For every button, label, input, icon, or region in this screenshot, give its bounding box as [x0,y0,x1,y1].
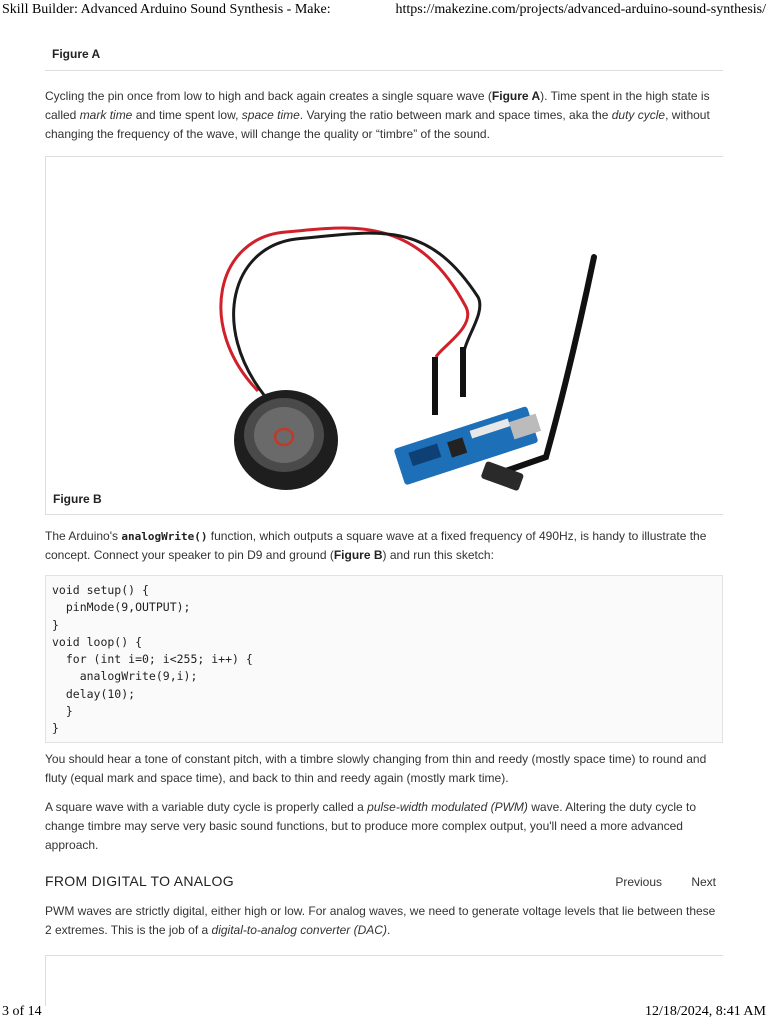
code-block-sketch[interactable] [45,575,723,743]
code-line: } [52,617,59,632]
paragraph-square-wave [45,87,723,144]
figure-b-ref: Figure B [333,548,383,562]
text-run: , without changing the frequency of the wave, will change the quality or “timbre” of the sound. [45,108,710,141]
figure-b-caption: Figure B [53,492,102,506]
paragraph-analogwrite [45,527,723,565]
paragraph-pwm [45,798,723,855]
print-header [0,0,768,20]
code-line: analogWrite(9,i); [52,669,198,684]
print-footer [0,1002,768,1024]
text-run: function, which outputs a square wave at a fixed frequency of 490Hz, is handy to illustrate the concept. Connect your speaker to pin D9 and ground ( [45,529,707,562]
code-line: void setup() { [52,583,149,597]
code-line: delay(10); [52,686,136,701]
inline-code-analogwrite: analogWrite() [121,530,208,543]
term-dac: digital-to-analog converter (DAC) [211,922,387,937]
code-line: for (int i=0; i<255; i++) { [52,652,253,667]
previous-button[interactable]: Previous [615,874,662,889]
paragraph-dac [45,902,723,940]
print-page-url: https://makezine.com/projects/advanced-arduino-sound-synthesis/ [395,2,766,17]
term-space-time: space time [241,108,300,122]
text-run: . [386,922,391,937]
next-figure-placeholder [45,955,723,1006]
text-run: wave. Altering the duty cycle to change timbre may serve very basic sound functions, but to produce more complex output, you'll need a more advanced approach. [45,799,696,852]
text-run: and time spent low, [132,108,242,122]
term-mark-time: mark time [79,108,133,122]
text-run: ) and run this sketch: [382,548,494,562]
figure-a-caption: Figure A [45,38,723,71]
paragraph-tone: You should hear a tone of constant pitch, with a timbre slowly changing from thin and reedy (mostly space time) to round and fluty (equal mark and space time), and back to thin and reedy again (mostly mark time). [45,751,707,785]
code-line: void loop() { [52,634,143,649]
text-run: PWM waves are strictly digital, either high or low. For analog waves, we need to generate voltage levels that lie between these 2 extremes. This is the job of a [45,903,716,937]
code-line: pinMode(9,OUTPUT); [52,600,191,615]
text-run: A square wave with a variable duty cycle is properly called a [45,799,368,814]
code-line: } [52,721,59,736]
text-run: ). Time spent in the high state is called [45,89,710,122]
speaker-arduino-photo [46,157,724,514]
article-content [45,38,723,1006]
figure-b [45,156,723,515]
print-page-title: Skill Builder: Advanced Arduino Sound Synthesis - Make: [2,2,331,17]
text-run: Cycling the pin once from low to high and back again creates a single square wave ( [45,89,492,103]
term-duty-cycle: duty cycle [611,108,666,122]
print-page-number: 3 of 14 [2,1004,42,1019]
section-header [45,873,723,895]
figure-a-ref: Figure A [491,89,541,103]
section-heading: FROM DIGITAL TO ANALOG [45,872,234,889]
code-line: } [52,704,73,719]
text-run: The Arduino's [45,529,122,543]
text-run: . Varying the ratio between mark and space times, aka the [299,108,612,122]
print-datetime: 12/18/2024, 8:41 AM [645,1004,766,1019]
term-pwm: pulse-width modulated (PWM) [367,799,528,814]
next-button[interactable]: Next [691,874,716,889]
